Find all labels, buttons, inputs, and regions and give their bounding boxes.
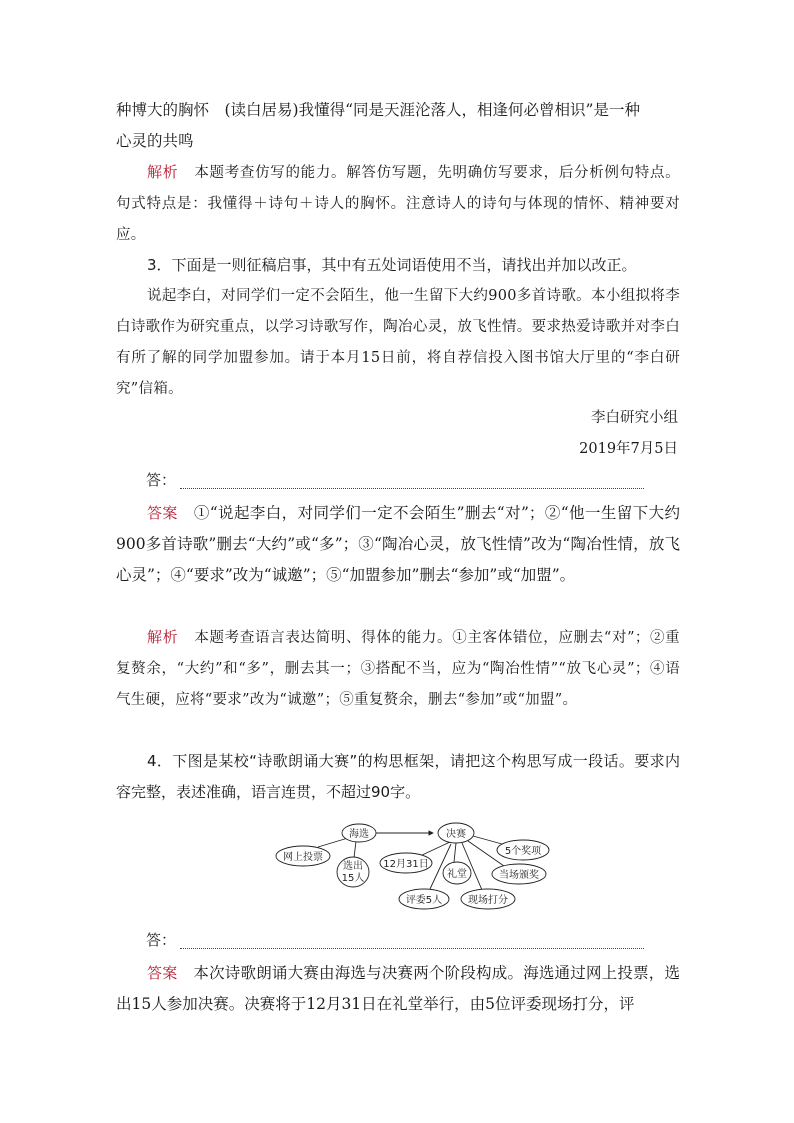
analysis-1: [116, 157, 680, 251]
analysis-1-text: 本题考查仿写的能力。解答仿写题，先明确仿写要求，后分析例句特点。句式特点是：我懂得＋诗句＋诗人的胸怀。注意诗人的诗句与体现的情怀、精神要对应。: [116, 165, 680, 243]
label-date: 12月31日: [383, 859, 429, 870]
answer-4-text: 本次诗歌朗诵大赛由海选与决赛两个阶段构成。海选通过网上投票，选出15人参加决赛。决赛将于12月31日在礼堂举行，由5位评委现场打分，评: [116, 964, 680, 1013]
label-xuanchu-1: 选出: [343, 861, 363, 872]
label-litang: 礼堂: [447, 869, 467, 880]
edge-juesai-litang: [454, 843, 456, 862]
answer-label: 答案: [147, 504, 178, 522]
intro-line-1: 种博大的胸怀 (读白居易)我懂得“同是天涯沦落人，相逢何必曾相识”是一种: [116, 101, 640, 119]
answer-blank-3: [180, 487, 644, 489]
edge-juesai-jiangxiang: [473, 836, 502, 844]
intro-line-2: 心灵的共鸣: [116, 132, 194, 150]
label-wangshang: 网上投票: [283, 852, 323, 863]
label-haixuan: 海选: [349, 829, 369, 840]
notice-text: 说起李白，对同学们一定不会陌生，他一生留下大约900多首诗歌。本小组拟将李白诗歌作为研究重点，以学习诗歌写作，陶冶心灵，放飞性情。要求热爱诗歌并对李白有所了解的同学加盟参加。请于本月15日前，将自荐信投入图书馆大厅里的“李白研究”信箱。: [116, 288, 680, 397]
answer-3-text: ①“说起李白，对同学们一定不会陌生”删去“对”；②“他一生留下大约900多首诗歌”删去“大约”或“多”；③“陶冶心灵，放飞性情”改为“陶冶性情，放飞心灵”；④“要求”改为“诚邀”；⑤“加盟参加”删去“参加”或“加盟”。: [116, 504, 680, 584]
edge-juesai-date: [420, 842, 450, 856]
label-banjiang: 当场颁奖: [499, 870, 539, 881]
analysis-3: [116, 622, 680, 716]
notice-signature: 李白研究小组: [591, 410, 678, 426]
edge-haixuan-wangshang: [318, 838, 348, 847]
label-juesai: 决赛: [446, 829, 466, 840]
analysis-label: 解析: [147, 163, 179, 181]
label-dafen: 现场打分: [468, 895, 508, 906]
label-xuanchu-2: 15人: [341, 873, 365, 884]
answer-3: [116, 498, 680, 591]
question-3-stem: 3．下面是一则征稿启事，其中有五处词语使用不当，请找出并加以改正。: [147, 256, 637, 274]
question-4-stem: 4．下图是某校“诗歌朗诵大赛”的构思框架，请把这个构思写成一段话。要求内容完整，表述准确，语言连贯，不超过90字。: [116, 752, 680, 801]
label-pingwei: 评委5人: [405, 895, 443, 906]
answer-blank-4: [180, 947, 644, 949]
answer-prompt-4: 答：: [146, 931, 177, 949]
answer-prompt-3: 答：: [146, 471, 177, 489]
analysis-3-text: 本题考查语言表达简明、得体的能力。①主客体错位，应删去“对”；②重复赘余，“大约”和“多”，删去其一；③搭配不当，应为“陶冶性情”“放飞心灵”；④语气生硬，应将“要求”改为“诚邀”；⑤重复赘余，删去“参加”或“加盟”。: [116, 630, 680, 708]
poetry-contest-diagram: [270, 814, 555, 914]
edge-haixuan-xuanchu: [354, 841, 356, 858]
analysis-label: 解析: [147, 628, 179, 646]
notice-date: 2019年7月5日: [579, 441, 678, 457]
label-jiangxiang: 5个奖项: [504, 846, 542, 857]
answer-4: [116, 958, 680, 1020]
answer-label: 答案: [147, 964, 178, 982]
